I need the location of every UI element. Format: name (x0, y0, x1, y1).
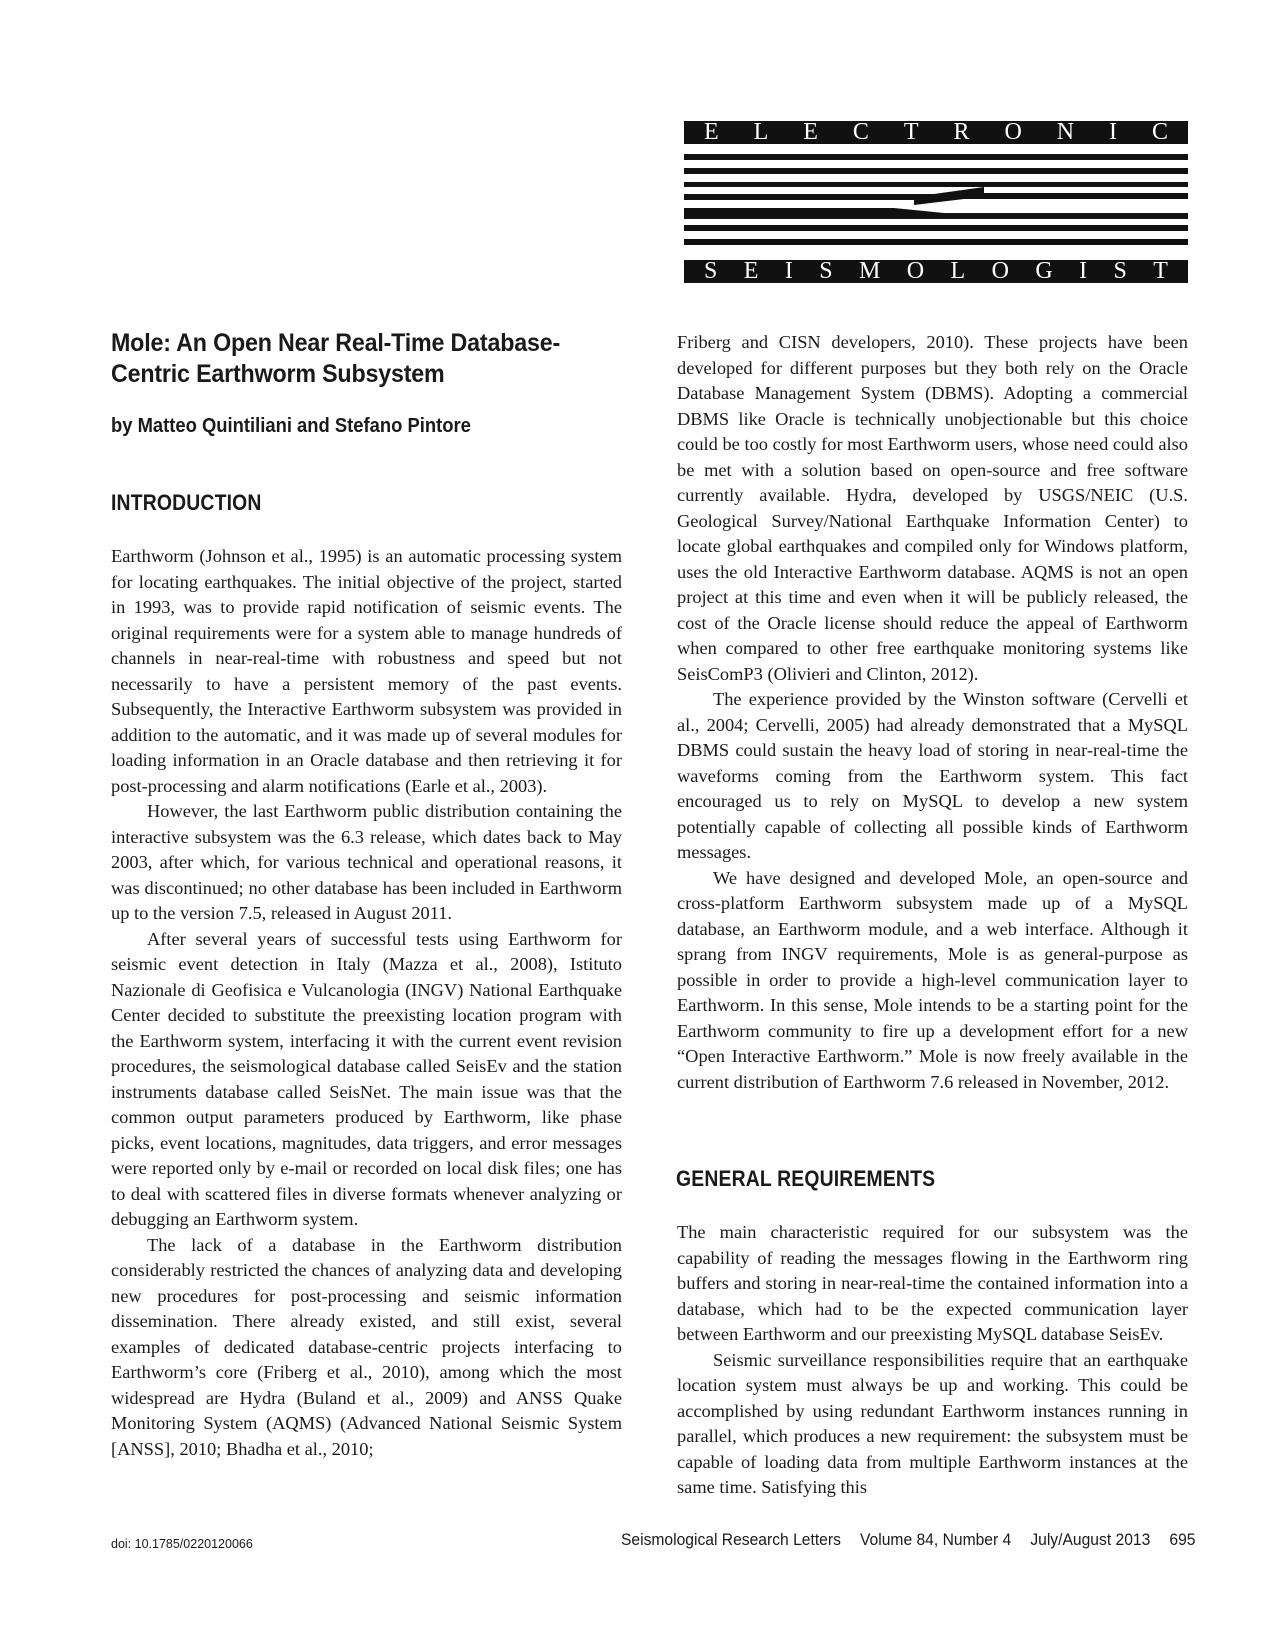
logo-bottom-letter: O (991, 258, 1009, 284)
right-column-text (677, 330, 1188, 1095)
logo-bottom-letter: I (784, 258, 793, 284)
logo-top-letter: E (803, 119, 818, 145)
logo-bottom-letter: T (1153, 258, 1168, 284)
logo-bottom-letter: G (1035, 258, 1053, 284)
logo-top-letter: C (852, 119, 869, 145)
electronic-seismologist-logo (684, 121, 1188, 283)
seismogram-lines-graphic (684, 121, 1188, 283)
logo-bottom-letter: S (1113, 258, 1127, 284)
section-heading-general-requirements: GENERAL REQUIREMENTS (676, 1166, 936, 1191)
volume-number: Volume 84, Number 4 (859, 1530, 1011, 1549)
left-column-text (111, 544, 622, 1462)
requirements-paragraph-2: Seismic surveillance responsibilities require that an earthquake location system must always be up and working. This could be accomplished by using redundant Earthworm instances running in parallel, which produces a new requirement: the subsystem must be capable of loading data from multiple Earthworm instances at the same time. Satisfying this (677, 1349, 1188, 1497)
logo-top-letter: C (1151, 119, 1168, 145)
running-footer (620, 1530, 1195, 1550)
logo-bottom-letter: M (859, 258, 881, 284)
logo-bottom-letter: L (950, 258, 966, 284)
general-requirements-text (677, 1220, 1188, 1501)
intro-paragraph-2: However, the last Earthworm public distribution containing the interactive subsystem was the 6.3 release, which dates back to May 2003, after which, for various technical and operational reasons, it was discontinued; no other database has been included in Earthworm up to the version 7.5, released in August 2011. (111, 801, 622, 923)
logo-top-letter: O (1004, 119, 1022, 145)
page-number: 695 (1168, 1530, 1195, 1549)
logo-top-letter: I (1109, 119, 1118, 145)
journal-name: Seismological Research Letters (620, 1530, 841, 1549)
logo-bottom-letter: S (704, 258, 718, 284)
issue-date: July/August 2013 (1029, 1530, 1150, 1549)
intro-paragraph-4-continued: Friberg and CISN developers, 2010). These projects have been developed for different purposes but they both rely on the Oracle Database Management System (DBMS). Adopting a commercial DBMS like Oracle is technically unobjectionable but this choice could be too costly for most Earthworm users, whose need could also be met with a solution based on open-source and free software currently available. Hydra, developed by USGS/NEIC (U.S. Geological Survey/National Earthquake Information Center) to locate global earthquakes and compiled only for Windows platform, uses the old Interactive Earthworm database. AQMS is not an open project at this time and even when it will be publicly released, the cost of the Oracle license should reduce the appeal of Earthworm when compared to other free earthquake monitoring systems like SeisComP3 (Olivieri and Clinton, 2012). (677, 332, 1188, 684)
intro-paragraph-5: The experience provided by the Winston software (Cervelli et al., 2004; Cervelli, 2005) had already demonstrated that a MySQL DBMS could sustain the heavy load of storing in near-real-time the waveforms coming from the Earthworm system. This fact encouraged us to rely on MySQL to develop a new system potentially capable of collecting all possible kinds of Earthworm messages. (677, 689, 1188, 862)
logo-top-letter: E (704, 119, 719, 145)
intro-paragraph-4: The lack of a database in the Earthworm distribution considerably restricted the chances of analyzing data and developing new procedures for post-processing and seismic information dissemination. There already existed, and still exist, several examples of dedicated database-centric projects interfacing to Earthworm’s core (Friberg et al., 2010), among which the most widespread are Hydra (Buland et al., 2009) and ANSS Quake Monitoring System (AQMS) (Advanced National Seismic System [ANSS], 2010; Bhadha et al., 2010; (111, 1234, 622, 1459)
doi-label: doi: 10.1785/0220120066 (111, 1537, 253, 1551)
article-authors: by Matteo Quintiliani and Stefano Pintore (111, 415, 471, 437)
logo-bottom-letter: S (819, 258, 833, 284)
requirements-paragraph-1: The main characteristic required for our subsystem was the capability of reading the messages flowing in the Earthworm ring buffers and storing in near-real-time the contained information into a database, which had to be the expected communication layer between Earthworm and our preexisting MySQL database SeisEv. (677, 1222, 1188, 1344)
section-heading-introduction: INTRODUCTION (111, 490, 262, 515)
logo-bottom-letter: E (743, 258, 759, 284)
logo-bottom-bar (684, 260, 1188, 283)
intro-paragraph-6: We have designed and developed Mole, an open-source and cross-platform Earthworm subsystem made up of a MySQL database, an Earthworm module, and a web interface. Although it sprang from INGV requirements, Mole is as general-purpose as possible in order to provide a high-level communication layer to Earthworm. In this sense, Mole intends to be a starting point for the Earthworm community to fire up a development effort for a new “Open Interactive Earthworm.” Mole is now freely available in the current distribution of Earthworm 7.6 released in November, 2012. (677, 867, 1188, 1092)
logo-top-letter: R (953, 119, 970, 145)
logo-top-letter: T (903, 119, 919, 145)
intro-paragraph-1: Earthworm (Johnson et al., 1995) is an automatic processing system for locating earthquakes. The initial objective of the project, started in 1993, was to provide rapid notification of seismic events. The original requirements were for a system able to manage hundreds of channels in near-real-time with robustness and speed but not necessarily to have a persistent memory of the past events. Subsequently, the Interactive Earthworm subsystem was provided in addition to the automatic, and it was made up of several modules for loading information in an Oracle database and then retrieving it for post-processing and alarm notifications (Earle et al., 2003). (111, 546, 622, 796)
logo-bottom-letter: O (906, 258, 925, 284)
intro-paragraph-3: After several years of successful tests using Earthworm for seismic event detection in Italy (Mazza et al., 2008), Istituto Nazionale di Geofisica e Vulcanologia (INGV) National Earthquake Center decided to substitute the preexisting location program with the Earthworm system, interfacing it with the current event revision procedures, the seismological database called SeisEv and the station instruments database called SeisNet. The main issue was that the common output parameters produced by Earthworm, like phase picks, event locations, magnitudes, data triggers, and error messages were reported only by e-mail or recorded on local disk files; one has to deal with scattered files in diverse formats whenever analyzing or debugging an Earthworm system. (111, 928, 622, 1229)
logo-top-letter: N (1056, 119, 1075, 145)
logo-top-letter: L (753, 119, 769, 145)
article-title: Mole: An Open Near Real-Time Database-Centric Earthworm Subsystem (111, 329, 561, 388)
logo-bottom-letter: I (1079, 258, 1088, 284)
